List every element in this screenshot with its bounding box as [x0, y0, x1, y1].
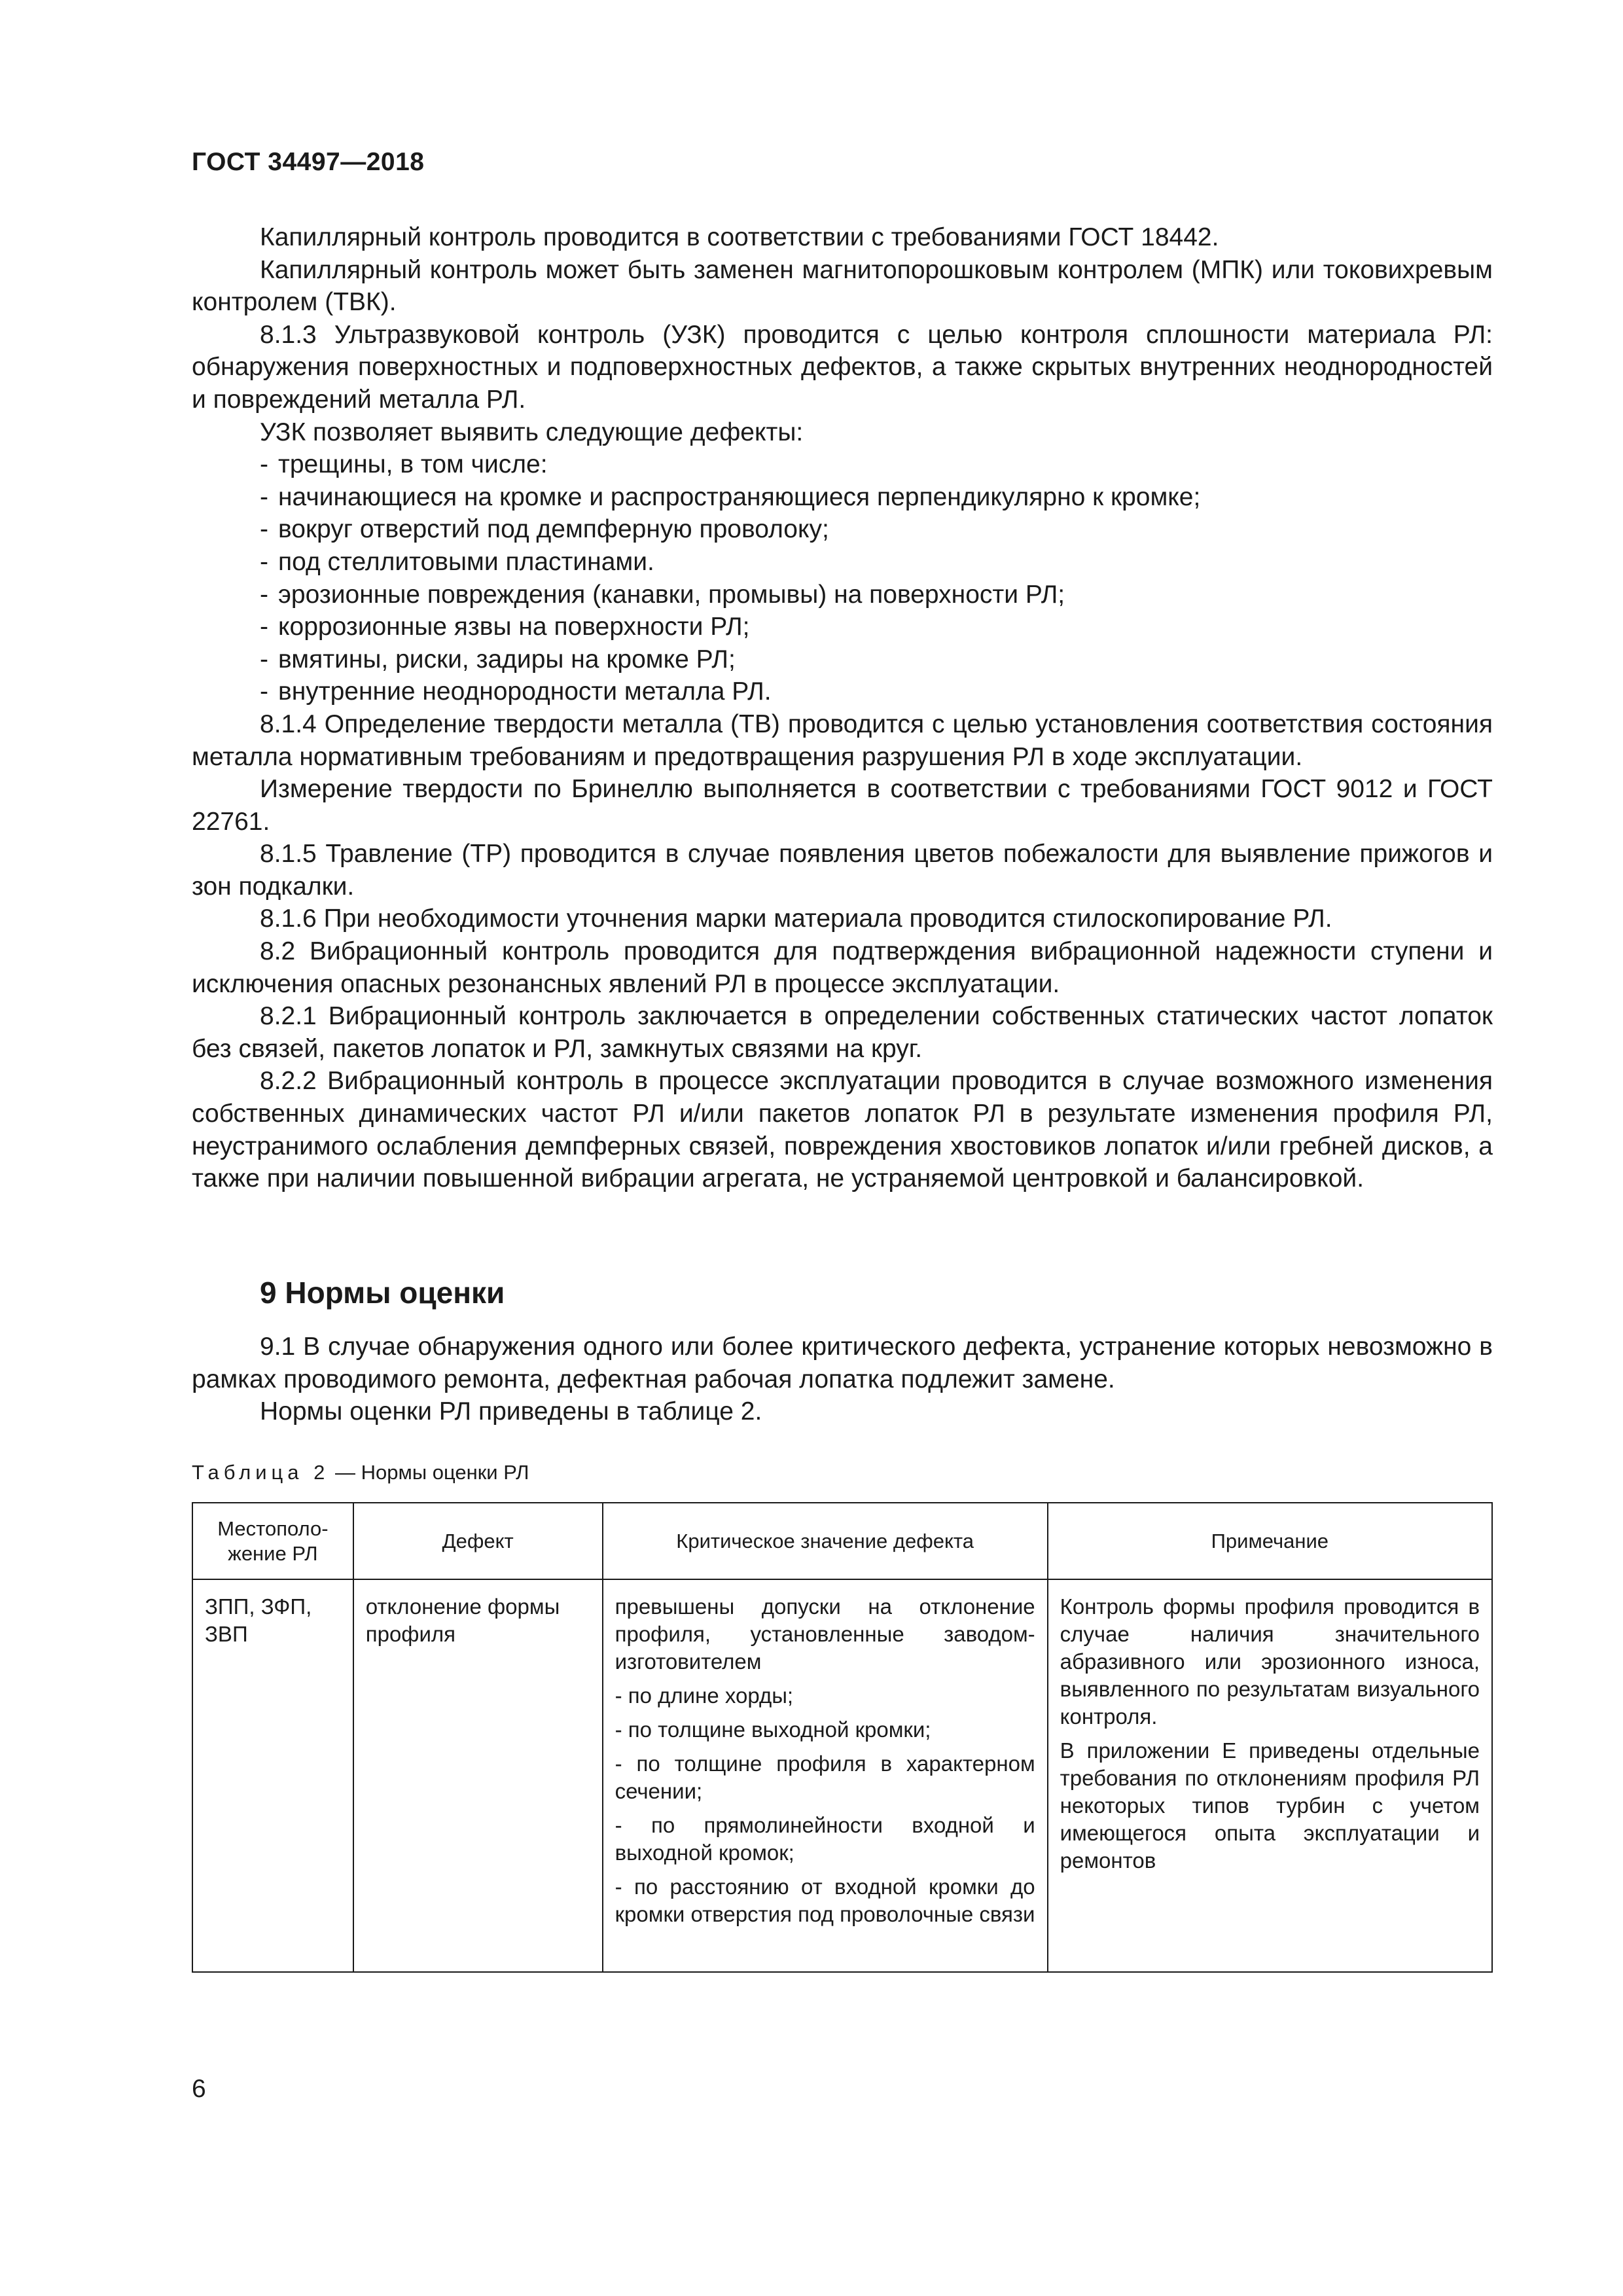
critical-item: - по длине хорды; [615, 1682, 1035, 1710]
table-caption-title: — Нормы оценки РЛ [329, 1461, 529, 1484]
table-caption-label: Таблица 2 [192, 1461, 330, 1484]
paragraph: Капиллярный контроль проводится в соответствии с требованиями ГОСТ 18442. [260, 223, 1219, 251]
column-header: Дефект [353, 1503, 603, 1579]
critical-item: - по расстоянию от входной кромки до кромки отверстия под проволочные связи [615, 1873, 1035, 1928]
list-item: - начинающиеся на кромке и распространяющиеся перпендикулярно к кромке; [192, 481, 1493, 514]
table-caption [192, 1461, 529, 1484]
cell-note [1048, 1579, 1492, 1972]
cell-location: ЗПП, ЗФП, ЗВП [192, 1579, 353, 1972]
list-item: - вокруг отверстий под демпферную проволоку; [192, 513, 1493, 546]
norms-table [192, 1502, 1493, 1973]
paragraph: Капиллярный контроль может быть заменен магнитопорошковым контролем (МПК) или токовихревым контролем (ТВК). [192, 255, 1493, 317]
list-item: - вмятины, риски, задиры на кромке РЛ; [192, 643, 1493, 676]
cell-defect: отклонение формы профиля [353, 1579, 603, 1972]
list-item: - коррозионные язвы на поверхности РЛ; [192, 611, 1493, 643]
paragraph: 8.1.6 При необходимости уточнения марки материала проводится стилоскопирование РЛ. [260, 905, 1332, 933]
list-item: - внутренние неоднородности металла РЛ. [192, 675, 1493, 708]
page-number: 6 [192, 2075, 206, 2103]
column-header: Местополо-жение РЛ [192, 1503, 353, 1579]
paragraph: 8.2.1 Вибрационный контроль заключается в определении собственных статических частот лопаток без связей, пакетов лопаток и РЛ, замкнутых связями на круг. [192, 1002, 1493, 1063]
list-item: - эрозионные повреждения (канавки, промывы) на поверхности РЛ; [192, 579, 1493, 611]
defect-list [192, 448, 1493, 708]
body-text [192, 221, 1493, 1195]
note-paragraph: Контроль формы профиля проводится в случае наличия значительного абразивного или эрозионного износа, выявленного по результатам визуального контроля. [1060, 1594, 1480, 1729]
note-paragraph: В приложении Е приведены отдельные требования по отклонениям профиля РЛ некоторых типов турбин с учетом имеющегося опыта эксплуатации и ремонтов [1060, 1738, 1480, 1873]
column-header: Критическое значение дефекта [603, 1503, 1048, 1579]
paragraph: 8.1.4 Определение твердости металла (ТВ) проводится с целью установления соответствия состояния металла нормативным требованиям и предотвращения разрушения РЛ в ходе эксплуатации. [192, 709, 1493, 771]
critical-intro: превышены допуски на отклонение профиля, установленные заводом-изготовителем [615, 1594, 1035, 1674]
section-title: 9 Нормы оценки [260, 1276, 505, 1310]
critical-item: - по прямолинейности входной и выходной кромок; [615, 1812, 1035, 1867]
paragraph: 8.1.3 Ультразвуковой контроль (УЗК) проводится с целью контроля сплошности материала РЛ: обнаружения поверхностных и подповерхностных дефектов, а также скрытых внутренних неоднородностей и повреждений металла РЛ. [192, 320, 1493, 414]
paragraph: 8.1.5 Травление (ТР) проводится в случае появления цветов побежалости для выявление прижогов и зон подкалки. [192, 840, 1493, 901]
paragraph: 8.2 Вибрационный контроль проводится для подтверждения вибрационной надежности ступени и исключения опасных резонансных явлений РЛ в процессе эксплуатации. [192, 937, 1493, 998]
list-item: - трещины, в том числе: [192, 448, 1493, 481]
section-text [192, 1331, 1493, 1428]
critical-item: - по толщине профиля в характерном сечении; [615, 1750, 1035, 1805]
paragraph: Измерение твердости по Бринеллю выполняется в соответствии с требованиями ГОСТ 9012 и ГОСТ 22761. [192, 775, 1493, 836]
document-header-id: ГОСТ 34497—2018 [192, 148, 425, 176]
table-row [192, 1579, 1492, 1972]
paragraph: Нормы оценки РЛ приведены в таблице 2. [260, 1397, 762, 1426]
paragraph: 8.2.2 Вибрационный контроль в процессе эксплуатации проводится в случае возможного изменения собственных динамических частот РЛ и/или пакетов лопаток РЛ в результате изменения профиля РЛ, неустранимого ослабления демпферных связей, повреждения хвостовиков лопаток и/или гребней дисков, а также при наличии повышенной вибрации агрегата, не устраняемой центровкой и балансировкой. [192, 1067, 1493, 1193]
table-header-row [192, 1503, 1492, 1579]
paragraph: 9.1 В случае обнаружения одного или более критического дефекта, устранение которых невозможно в рамках проводимого ремонта, дефектная рабочая лопатка подлежит замене. [192, 1333, 1493, 1393]
cell-critical [603, 1579, 1048, 1972]
critical-item: - по толщине выходной кромки; [615, 1716, 1035, 1744]
paragraph: УЗК позволяет выявить следующие дефекты: [260, 418, 804, 446]
column-header: Примечание [1048, 1503, 1492, 1579]
list-item: - под стеллитовыми пластинами. [192, 546, 1493, 579]
